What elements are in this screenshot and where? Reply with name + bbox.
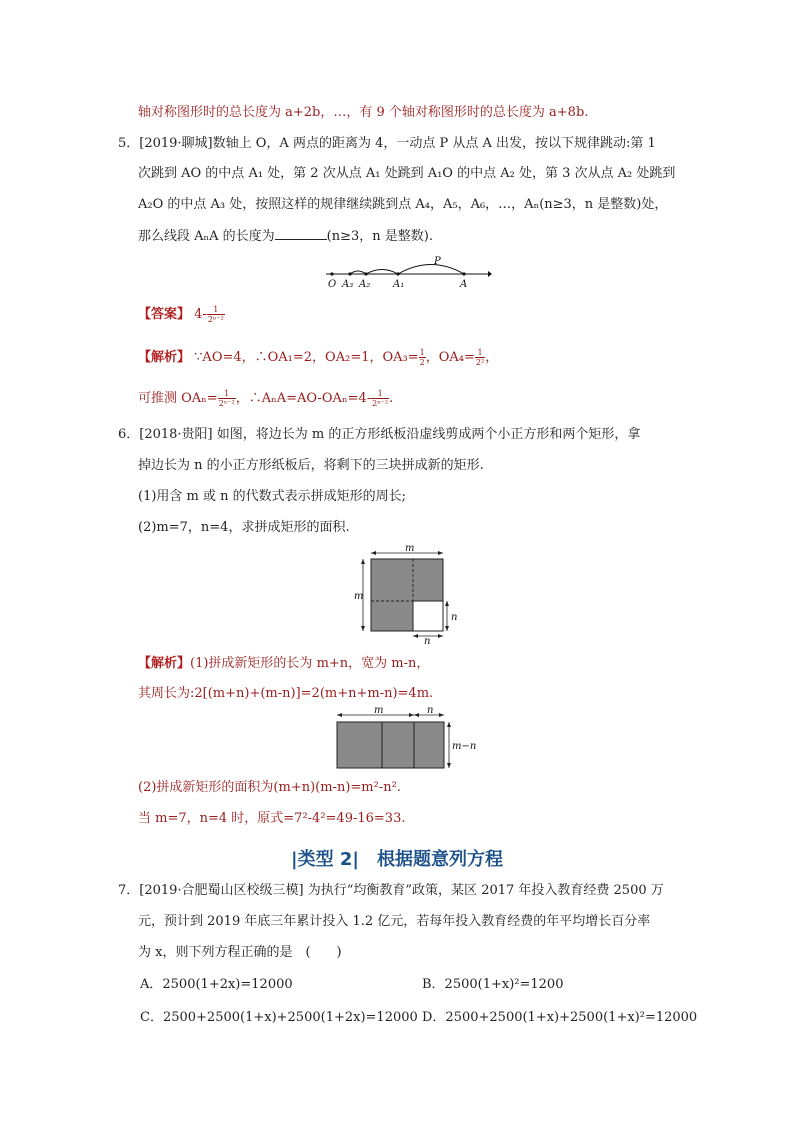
analysis-tag: 【解析】 bbox=[138, 350, 191, 365]
answer-blank bbox=[275, 227, 327, 240]
analysis-text-1: ∵AO=4，∴OA₁=2，OA₂=1，OA₃= bbox=[194, 350, 419, 365]
label-m-top: m bbox=[405, 545, 415, 554]
inference-fraction-1: $\frac{1}{\text{2ⁿ⁻²}}$ bbox=[218, 389, 235, 408]
answer-prefix: 4- bbox=[194, 307, 207, 322]
q5-answer bbox=[138, 305, 225, 324]
q5-analysis bbox=[138, 348, 498, 367]
label-A2: A₂ bbox=[359, 279, 371, 290]
q5-line-4-tail: (n≥3，n 是整数). bbox=[326, 229, 433, 244]
label-A1: A₁ bbox=[393, 279, 405, 290]
q6-analysis-3: (2)拼成新矩形的面积为(m+n)(m-n)=m²-n². bbox=[138, 780, 401, 795]
answer-tag: 【答案】 bbox=[138, 307, 191, 322]
prev-answer-line: 轴对称图形时的总长度为 a+2b，…，有 9 个轴对称图形时的总长度为 a+8b. bbox=[138, 105, 589, 120]
option-a[interactable]: A．2500(1+2x)=12000 bbox=[140, 977, 293, 992]
label-n-bottom: n bbox=[424, 636, 431, 645]
q5-line-2: 次跳到 AO 的中点 A₁ 处，第 2 次从点 A₁ 处跳到 A₁O 的中点 A₂ 处，第 3 次从点 A₂ 处跳到 bbox=[138, 166, 676, 181]
analysis-text-3: ， bbox=[485, 350, 499, 365]
q7-line-3: 为 x，则下列方程正确的是 ( ) bbox=[138, 945, 342, 960]
q5-inference bbox=[138, 389, 393, 408]
section-title: |类型 2| 根据题意列方程 bbox=[291, 849, 503, 870]
square-figure bbox=[353, 545, 465, 645]
q6-line-3: (1)用含 m 或 n 的代数式表示拼成矩形的周长; bbox=[138, 489, 407, 504]
q6-analysis-2: 其周长为:2[(m+n)+(m-n)]=2(m+n+m-n)=4m. bbox=[138, 686, 434, 701]
answer-fraction: $\frac{1}{\text{2ⁿ⁻²}}$ bbox=[207, 305, 224, 324]
label-A: A bbox=[460, 279, 468, 290]
option-b[interactable]: B．2500(1+x)²=1200 bbox=[422, 977, 564, 992]
q5-line-3: A₂O 的中点 A₃ 处，按照这样的规律继续跳到点 A₄，A₅，A₆，…，Aₙ(n≥3，n 是整数)处， bbox=[138, 197, 668, 212]
inference-fraction-2: $\frac{1}{\text{2ⁿ⁻²}}$ bbox=[372, 389, 389, 408]
label-n-right: n bbox=[451, 612, 458, 623]
q6-analysis-text-1: (1)拼成新矩形的长为 m+n，宽为 m-n， bbox=[190, 656, 430, 671]
inference-text-3: . bbox=[389, 391, 394, 406]
number-line-figure bbox=[322, 255, 492, 291]
inference-text-1: 可推测 OAₙ= bbox=[138, 391, 218, 406]
q6-analysis-4: 当 m=7，n=4 时，原式=7²-4²=49-16=33. bbox=[138, 811, 406, 826]
q6-line-2: 掉边长为 n 的小正方形纸板后，将剩下的三块拼成新的矩形. bbox=[138, 458, 484, 473]
option-d[interactable]: D．2500+2500(1+x)+2500(1+x)²=12000 bbox=[422, 1010, 698, 1025]
q6-line-4: (2)m=7，n=4，求拼成矩形的面积. bbox=[138, 520, 350, 535]
label-n: n bbox=[427, 705, 434, 716]
label-m-left: m bbox=[354, 591, 364, 602]
q7-line-1: 7．[2019·合肥蜀山区校级三模] 为执行“均衡教育”政策，某区 2017 年投入教育经费 2500 万 bbox=[118, 883, 664, 898]
q5-line-4 bbox=[138, 227, 433, 246]
analysis-text-2: ，OA₄= bbox=[425, 350, 475, 365]
q7-line-2: 元，预计到 2019 年底三年累计投入 1.2 亿元，若每年投入教育经费的年平均增长百分率 bbox=[138, 914, 651, 929]
inference-text-2: ，∴AₙA=AO-OAₙ=4- bbox=[235, 391, 372, 406]
q6-analysis-tag: 【解析】 bbox=[138, 656, 191, 671]
q5-line-1: 5．[2019·聊城]数轴上 O，A 两点的距离为 4，一动点 P 从点 A 出发，按以下规律跳动:第 1 bbox=[118, 136, 656, 151]
q5-line-4-text: 那么线段 AₙA 的长度为 bbox=[138, 229, 275, 244]
label-P: P bbox=[434, 256, 441, 267]
label-A3: A₃ bbox=[342, 279, 354, 290]
label-m-minus-n: m−n bbox=[452, 741, 477, 752]
rectangle-figure bbox=[332, 704, 482, 774]
label-m: m bbox=[374, 705, 384, 716]
option-c[interactable]: C．2500+2500(1+x)+2500(1+2x)=12000 bbox=[140, 1010, 418, 1025]
q6-analysis-1 bbox=[138, 655, 429, 673]
analysis-fraction-1: $\frac{1}{2}$ bbox=[419, 348, 425, 367]
analysis-fraction-2: $\frac{1}{\text{2²}}$ bbox=[475, 348, 485, 367]
label-O: O bbox=[328, 279, 337, 290]
q6-line-1: 6．[2018·贵阳] 如图，将边长为 m 的正方形纸板沿虚线剪成两个小正方形和两个矩形，拿 bbox=[118, 427, 641, 442]
